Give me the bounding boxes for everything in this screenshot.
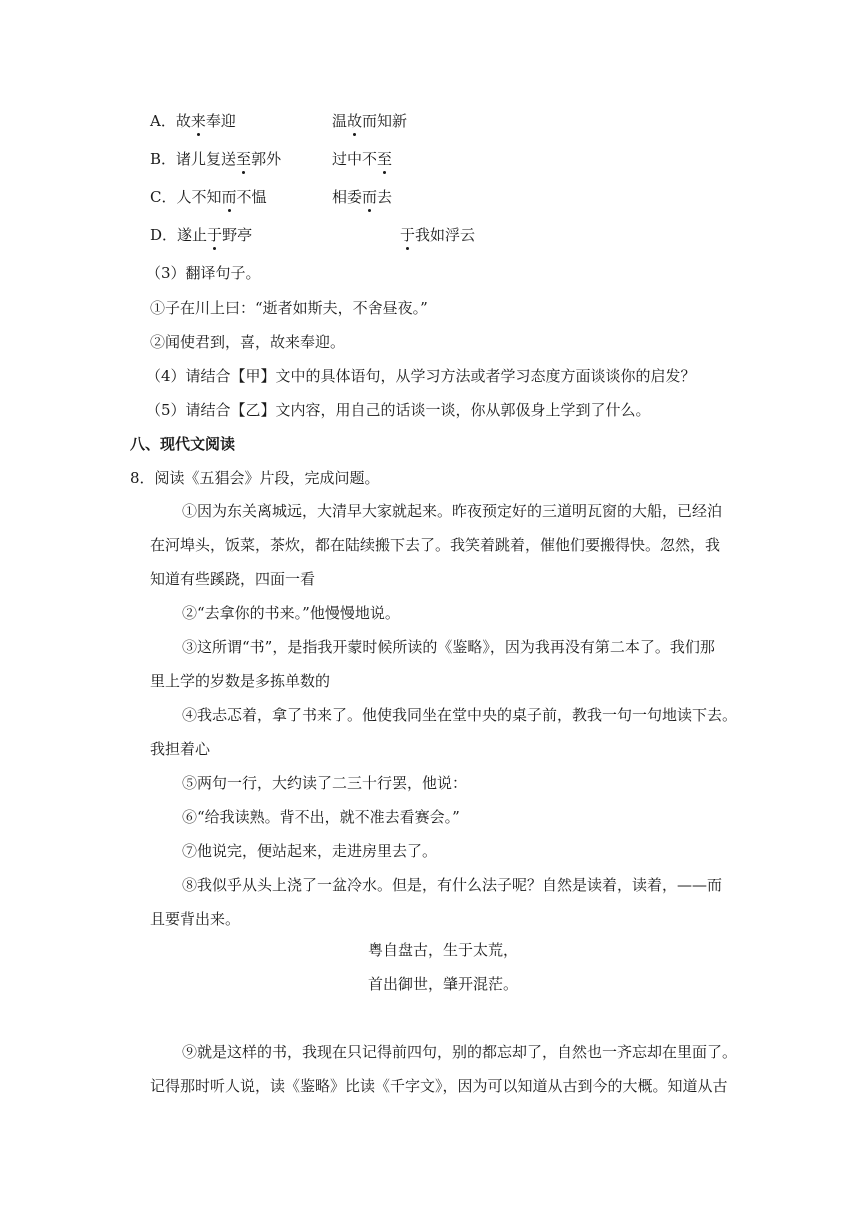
paragraph-8-line-1: ⑧我似乎从头上浇了一盆冷水。但是，有什么法子呢？自然是读着，读着，——而 [182,876,723,894]
paragraph-2: ②“去拿你的书来。”他慢慢地说。 [182,604,400,622]
question-8: 8．阅读《五猖会》片段，完成问题。 [130,469,380,487]
question-5: （5）请结合【乙】文内容，用自己的话谈一谈，你从郭伋身上学到了什么。 [146,401,651,419]
question-3-sentence-2: ②闻使君到，喜，故来奉迎。 [150,333,346,351]
paragraph-8-line-2: 且要背出来。 [150,910,241,928]
question-3: （3）翻译句子。 [146,264,261,282]
paragraph-3-line-2: 里上学的岁数是多拣单数的 [150,672,331,690]
paragraph-7: ⑦他说完，便站起来，走进房里去了。 [182,842,438,860]
paragraph-6: ⑥“给我读熟。背不出，就不准去看赛会。” [182,808,460,826]
poem-line-1: 粤自盘古，生于太荒， [368,941,519,959]
question-4: （4）请结合【甲】文中的具体语句，从学习方法或者学习态度方面谈谈你的启发？ [146,367,696,385]
emphasis-dot-char: 而 [362,188,378,206]
paragraph-4-line-2: 我担着心 [150,740,211,758]
paragraph-3-line-1: ③这所谓“书”，是指我开蒙时候所读的《鉴略》，因为我再没有第二本了。我们那 [182,638,715,656]
paragraph-4-line-1: ④我忐忑着，拿了书来了。他使我同坐在堂中央的桌子前，教我一句一句地读下去。 [182,706,738,724]
question-3-sentence-1: ①子在川上曰：“逝者如斯夫，不舍昼夜。” [150,299,428,317]
paragraph-1-line-1: ①因为东关离城远，大清早大家就起来。昨夜预定好的三道明瓦窗的大船，已经泊 [182,502,723,520]
option-d: D．遂止于野亭 [150,226,253,244]
paragraph-9-line-2: 记得那时听人说，读《鉴略》比读《千字文》，因为可以知道从古到今的大概。知道从古 [150,1077,728,1095]
section-heading: 八、现代文阅读 [130,435,236,453]
emphasis-dot-char: 于 [207,226,223,244]
option-a: A．故来奉迎 [150,112,236,130]
paragraph-9-line-1: ⑨就是这样的书，我现在只记得前四句，别的都忘却了，自然也一齐忘却在里面了。 [182,1043,738,1061]
poem-line-2: 首出御世，肇开混茫。 [368,975,519,993]
option-a-compare: 温故而知新 [332,112,408,130]
emphasis-dot-char: 于 [400,226,416,244]
emphasis-dot-char: 而 [221,188,237,206]
emphasis-dot-char: 至 [236,150,252,168]
option-b: B．诸儿复送至郭外 [150,150,282,168]
paragraph-1-line-3: 知道有些蹊跷，四面一看 [150,570,316,588]
emphasis-dot-char: 来 [190,112,206,130]
option-c-compare: 相委而去 [332,188,393,206]
paragraph-1-line-2: 在河埠头，饭菜，茶炊，都在陆续搬下去了。我笑着跳着，催他们要搬得快。忽然，我 [150,536,721,554]
option-c: C．人不知而不愠 [150,188,267,206]
emphasis-dot-char: 至 [377,150,393,168]
paragraph-5: ⑤两句一行，大约读了二三十行罢，他说： [182,774,468,792]
option-b-compare: 过中不至 [332,150,393,168]
emphasis-dot-char: 故 [347,112,363,130]
option-d-compare: 于我如浮云 [400,226,476,244]
